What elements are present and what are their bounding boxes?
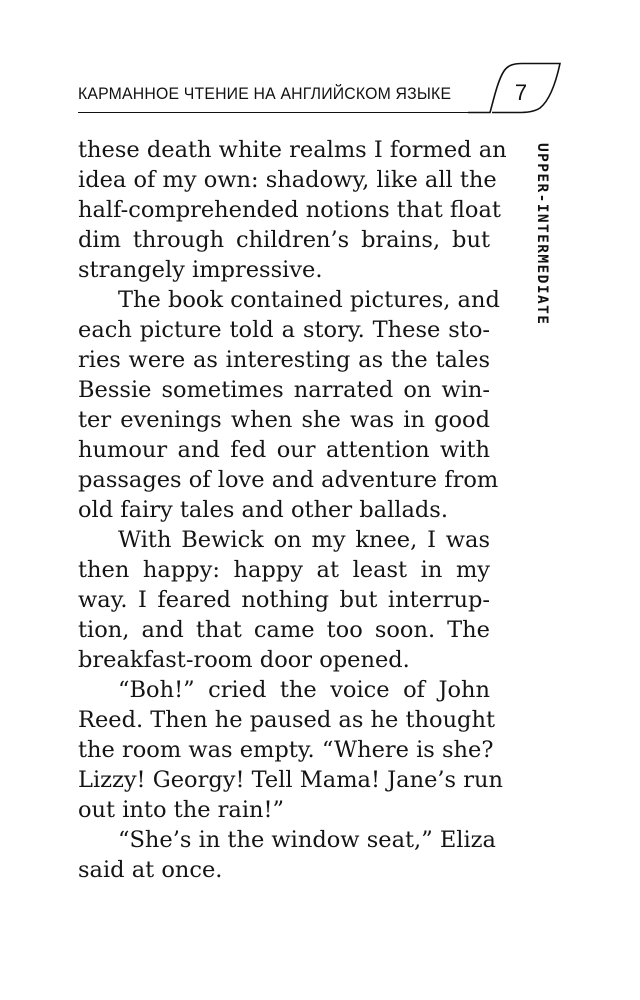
text-line: out into the rain!” <box>78 797 285 823</box>
text-line: ter evenings when she was in good <box>78 407 490 433</box>
text-line: Lizzy! Georgy! Tell Mama! Jane’s run <box>78 767 503 793</box>
page-number: 7 <box>514 80 528 105</box>
text-line: idea of my own: shadowy, like all the <box>78 167 497 193</box>
text-line: strangely impressive. <box>78 257 323 283</box>
text-line: breakfast-room door opened. <box>78 647 410 673</box>
series-title: КАРМАННОЕ ЧТЕНИЕ НА АНГЛИЙСКОМ ЯЗЫКЕ <box>78 84 452 103</box>
text-line: half-comprehended notions that float <box>78 197 501 223</box>
text-line: way. I feared nothing but interrup- <box>78 587 490 613</box>
text-line: passages of love and adventure from <box>78 467 499 493</box>
text-line: ries were as interesting as the tales <box>78 347 490 373</box>
header-rule <box>78 112 474 113</box>
level-label: UPPER-INTERMEDIATE <box>534 143 550 326</box>
page-number-tab <box>468 62 564 120</box>
paragraph-start-line: The book contained pictures, and <box>118 287 500 313</box>
text-line: old fairy tales and other ballads. <box>78 497 449 523</box>
running-header <box>0 62 640 122</box>
text-line: dim through children’s brains, but <box>78 227 490 253</box>
text-line: humour and fed our attention with <box>78 437 490 463</box>
text-line: these death white realms I formed an <box>78 137 507 163</box>
paragraph-start-line: “She’s in the window seat,” Eliza <box>118 827 496 853</box>
text-line: then happy: happy at least in my <box>78 557 490 583</box>
text-line: said at once. <box>78 857 223 883</box>
text-line: Bessie sometimes narrated on win- <box>78 377 490 403</box>
paragraph-start-line: With Bewick on my knee, I was <box>118 527 490 553</box>
text-line: tion, and that came too soon. The <box>78 617 490 643</box>
body-text <box>78 135 507 885</box>
text-line: each picture told a story. These sto- <box>78 317 490 343</box>
text-line: the room was empty. “Where is she? <box>78 737 494 763</box>
text-line: Reed. Then he paused as he thought <box>78 707 495 733</box>
paragraph-start-line: “Boh!” cried the voice of John <box>118 677 490 703</box>
